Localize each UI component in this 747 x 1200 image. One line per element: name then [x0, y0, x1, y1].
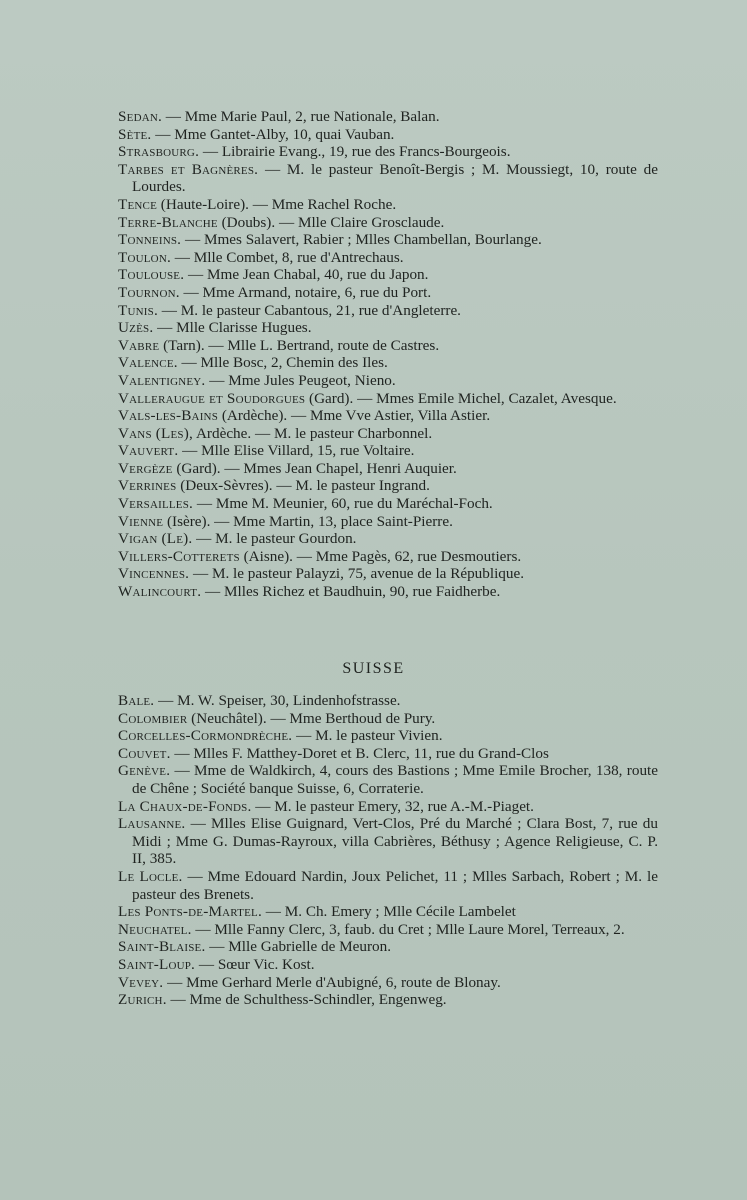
place-name: Terre-Blanche — [118, 213, 218, 231]
address-entry — [118, 407, 658, 425]
address-text: — Mme Gerhard Merle d'Aubigné, 6, route de Blonay. — [163, 973, 501, 991]
address-text: — Mlles Richez et Baudhuin, 90, rue Faidherbe. — [201, 583, 501, 601]
place-name: Verrines — [118, 477, 177, 495]
address-text: (Aisne). — Mme Pagès, 62, rue Desmoutiers. — [239, 547, 522, 565]
place-name: Lausanne. — [118, 815, 186, 833]
place-name: Toulouse. — [118, 266, 185, 284]
address-text: — Mlles Elise Guignard, Vert-Clos, Pré du Marché ; Clara Bost, 7, rue du Midi ; Mme G. Dumas-Rayroux, villa Cabrières, Béthusy ; Agence Religieuse, C. P. II, 385. — [132, 815, 658, 868]
address-text: — Mme M. Meunier, 60, rue du Maréchal-Foch. — [193, 495, 493, 513]
address-text: (Haute-Loire). — Mme Rachel Roche. — [157, 195, 397, 213]
address-text: — Mme Gantet-Alby, 10, quai Vauban. — [151, 125, 395, 143]
place-name: Tence — [118, 195, 157, 213]
address-entry — [118, 583, 658, 601]
address-entry — [118, 548, 658, 566]
address-text: — Mme Jules Peugeot, Nieno. — [205, 371, 396, 389]
address-entry — [118, 565, 658, 583]
address-entry — [118, 710, 658, 728]
place-name: Vauvert. — [118, 442, 179, 460]
address-text: — M. le pasteur Cabantous, 21, rue d'Angleterre. — [157, 301, 461, 319]
address-text: — Sœur Vic. Kost. — [195, 955, 315, 973]
address-text: — Mlles F. Matthey-Doret et B. Clerc, 11, rue du Grand-Clos — [170, 744, 549, 762]
address-entry — [118, 868, 658, 903]
address-entry — [118, 266, 658, 284]
address-text: — Mlle Fanny Clerc, 3, faub. du Cret ; Mlle Laure Morel, Terreaux, 2. — [191, 920, 625, 938]
place-name: Valence. — [118, 354, 178, 372]
address-entry — [118, 938, 658, 956]
address-text: — Mme de Schulthess-Schindler, Engenweg. — [166, 991, 447, 1009]
address-text: — M. le pasteur Emery, 32, rue A.-M.-Piaget. — [251, 797, 534, 815]
address-entry — [118, 196, 658, 214]
place-name: Tunis. — [118, 301, 158, 319]
address-text: Ardèche. — M. le pasteur Charbonnel. — [193, 424, 433, 442]
place-name: Vienne — [118, 512, 164, 530]
address-entry — [118, 495, 658, 513]
address-text: — Mme Armand, notaire, 6, rue du Port. — [179, 283, 432, 301]
place-name: Corcelles-Cormondrèche. — [118, 727, 293, 745]
address-text: — Mme de Waldkirch, 4, cours des Bastions ; Mme Emile Brocher, 138, route de Chêne ; Société banque Suisse, 6, Corraterie. — [132, 762, 658, 797]
address-entry — [118, 231, 658, 249]
address-text: — Mme Edouard Nardin, Joux Pelichet, 11 ; Mlles Sarbach, Robert ; M. le pasteur des Brenets. — [132, 867, 658, 903]
address-entry — [118, 513, 658, 531]
place-name: Saint-Blaise. — [118, 938, 206, 956]
address-entry — [118, 921, 658, 939]
section-heading-suisse: SUISSE — [342, 660, 405, 677]
address-text: — M. le pasteur Vivien. — [292, 727, 443, 745]
place-name: Tarbes et Bagnères. — [118, 160, 259, 178]
place-name: Vergèze — [118, 459, 173, 477]
address-entry — [118, 337, 658, 355]
address-entry — [118, 354, 658, 372]
address-text: (Neuchâtel). — Mme Berthoud de Pury. — [187, 709, 436, 727]
place-name: Les Ponts-de-Martel. — [118, 903, 262, 921]
address-entry — [118, 161, 658, 196]
place-name: Toulon. — [118, 248, 171, 266]
address-text: (Doubs). — Mlle Claire Grosclaude. — [217, 213, 445, 231]
address-entry — [118, 249, 658, 267]
place-name: Tournon. — [118, 283, 180, 301]
address-text: — Mlle Combet, 8, rue d'Antrechaus. — [170, 248, 404, 266]
address-entry — [118, 108, 658, 126]
place-name: Vals-les-Bains — [118, 407, 219, 425]
address-entry — [118, 284, 658, 302]
place-name: Villers-Cotterets — [118, 547, 240, 565]
address-text: — M. W. Speiser, 30, Lindenhofstrasse. — [154, 692, 401, 709]
place-name: Tonneins. — [118, 231, 182, 249]
address-text: (Gard). — Mmes Emile Michel, Cazalet, Avesque. — [305, 389, 617, 407]
place-name: Vans (Les), — [118, 424, 193, 442]
place-name: Sedan. — [118, 108, 162, 125]
place-name: Saint-Loup. — [118, 955, 196, 973]
address-text: — Mlle Clarisse Hugues. — [153, 319, 312, 337]
address-entry — [118, 319, 658, 337]
address-text: — Mlle Elise Villard, 15, rue Voltaire. — [178, 442, 415, 460]
address-text: — Mlle Bosc, 2, Chemin des Iles. — [177, 354, 388, 372]
address-entry — [118, 798, 658, 816]
address-entry — [118, 302, 658, 320]
address-entry — [118, 143, 658, 161]
place-name: Neuchatel. — [118, 920, 192, 938]
address-entry — [118, 815, 658, 868]
address-entry — [118, 727, 658, 745]
address-entry — [118, 903, 658, 921]
address-text: — Librairie Evang., 19, rue des Francs-Bourgeois. — [199, 143, 511, 161]
place-name: Uzès. — [118, 319, 154, 337]
address-entry — [118, 460, 658, 478]
place-name: Versailles. — [118, 495, 194, 513]
address-entry — [118, 956, 658, 974]
place-name: Walincourt. — [118, 583, 202, 601]
address-entry — [118, 530, 658, 548]
address-text: — M. Ch. Emery ; Mlle Cécile Lambelet — [261, 903, 516, 921]
address-text: (Deux-Sèvres). — M. le pasteur Ingrand. — [176, 477, 430, 495]
place-name: Strasbourg. — [118, 143, 200, 161]
place-name: La Chaux-de-Fonds. — [118, 797, 252, 815]
address-text: (Ardèche). — Mme Vve Astier, Villa Astier. — [218, 407, 491, 425]
place-name: Vincennes. — [118, 565, 190, 583]
place-name: Zurich. — [118, 991, 167, 1009]
place-name: Valleraugue et Soudorgues — [118, 389, 306, 407]
address-entry — [118, 390, 658, 408]
address-entry — [118, 372, 658, 390]
address-text: — Mlle Gabrielle de Meuron. — [205, 938, 392, 956]
address-text: (Isère). — Mme Martin, 13, place Saint-Pierre. — [163, 512, 453, 530]
address-entry — [118, 745, 658, 763]
address-text: — M. le pasteur Gourdon. — [192, 530, 357, 548]
address-entry — [118, 477, 658, 495]
address-text: — M. le pasteur Benoît-Bergis ; M. Moussiegt, 10, route de Lourdes. — [132, 160, 659, 196]
address-text: — M. le pasteur Palayzi, 75, avenue de la République. — [189, 565, 525, 583]
place-name: Colombier — [118, 709, 188, 727]
place-name: Valentigney. — [118, 371, 206, 389]
address-entry — [118, 692, 658, 710]
place-name: Genève. — [118, 762, 171, 780]
address-entry — [118, 974, 658, 992]
place-name: Vigan (Le). — [118, 530, 193, 548]
place-name: Vabre — [118, 336, 160, 354]
place-name: Bale. — [118, 692, 155, 709]
address-text: — Mme Jean Chabal, 40, rue du Japon. — [184, 266, 429, 284]
address-entry — [118, 425, 658, 443]
place-name: Sète. — [118, 125, 152, 143]
france-address-list — [118, 108, 658, 601]
address-entry — [118, 214, 658, 232]
place-name: Le Locle. — [118, 867, 183, 885]
place-name: Couvet. — [118, 744, 171, 762]
address-entry — [118, 126, 658, 144]
address-entry — [118, 762, 658, 797]
address-text: — Mmes Salavert, Rabier ; Mlles Chambellan, Bourlange. — [181, 231, 542, 249]
place-name: Vevey. — [118, 973, 164, 991]
address-entry — [118, 442, 658, 460]
address-text: (Gard). — Mmes Jean Chapel, Henri Auquier. — [172, 459, 457, 477]
address-entry — [118, 991, 658, 1009]
swiss-address-list — [118, 692, 658, 1009]
address-text: — Mme Marie Paul, 2, rue Nationale, Balan. — [162, 108, 440, 125]
address-text: (Tarn). — Mlle L. Bertrand, route de Castres. — [159, 336, 440, 354]
